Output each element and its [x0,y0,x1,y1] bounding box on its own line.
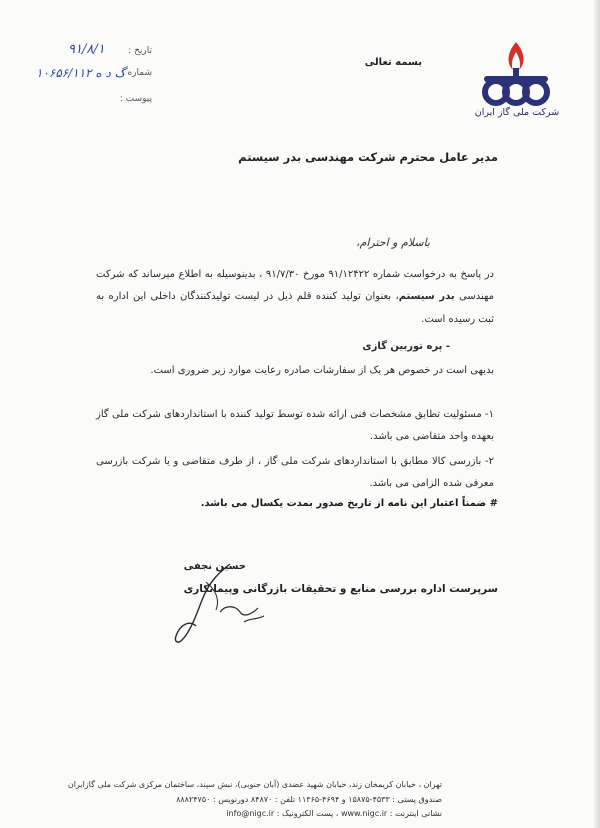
date-value: ۹۱/۸/۱ [68,42,105,57]
attachment-row [22,92,152,110]
signer-title: سرپرست اداره بررسی منابع و تحقیقات بازرگانی وپیمانکاری [183,583,498,595]
greeting: باسلام و احترام، [356,236,430,249]
paragraph-1-part-a: در پاسخ به درخواست شماره ۹۱/۱۲۴۲۲ مورخ ۹۱/۷/۳۰ ، بدینوسیله به اطلاع میرساند که شرکت مهندسی [96,269,495,303]
paragraph-1-part-b: ، بعنوان تولید کننده قلم ذیل در لیست تولیدکنندگان داخلی این اداره به ثبت رسیده است. [96,291,494,325]
number-value: ۱۰۶۵۶/۱۱۲ گ د ه [36,66,126,80]
footer-address: تهران ، خیابان کریمخان زند، خیابان شهید عضدی (آبان جنوبی)، نبش سپند، ساختمان مرکزی شرکت ملی گازایران [67,780,442,789]
page-edge [594,0,600,828]
validity-note: # ضمناً اعتبار این نامه از تاریخ صدور بمدت یکسال می باشد. [200,498,498,509]
nigc-flame-logo-icon [476,38,556,118]
clause-1: ۱- مسئولیت تطابق مشخصات فنی ارائه شده توسط تولید کننده با استانداردهای شرکت ملی گاز بعهده واحد متقاضی می باشد. [96,409,494,443]
handwritten-signature-icon [160,560,280,650]
signer-name: حسین نجفی [183,561,246,572]
paragraph-1 [96,264,494,331]
attachment-label: پیوست : [119,94,152,104]
date-label: تاریخ : [128,46,152,56]
organization-name: شرکت ملی گاز ایران [474,107,560,118]
product-item: - پره توربین گازی [362,341,450,352]
number-label: شماره : [121,68,152,78]
footer-phones: صندوق پستی : ۴۵۳۳-۱۵۸۷۵ و ۴۶۹۴-۱۱۳۶۵ تلفن : ۸۴۸۷۰ دورنویس : ۸۸۸۲۴۷۵۰ [176,795,442,804]
addressee: مدیر عامل محترم شرکت مهندسی بدر سیستم [238,150,498,164]
footer-web: نشانی اینترنت : www.nigc.ir ، پست الکترونیک : info@nigc.ir [226,809,442,818]
paragraph-2: بدیهی است در خصوص هر یک از سفارشات صادره رعایت موارد زیر ضروری است. [150,365,494,376]
number-row [22,66,152,84]
clause-2: ۲- بازرسی کالا مطابق با استانداردهای شرکت ملی گاز ، از طرف متقاضی و یا شرکت بازرسی معرفی شده الزامی می باشد. [96,456,494,490]
paragraph-1-company: بدر سیستم [398,291,455,303]
bismillah: بسمه تعالی [364,57,422,68]
date-row [22,44,152,62]
